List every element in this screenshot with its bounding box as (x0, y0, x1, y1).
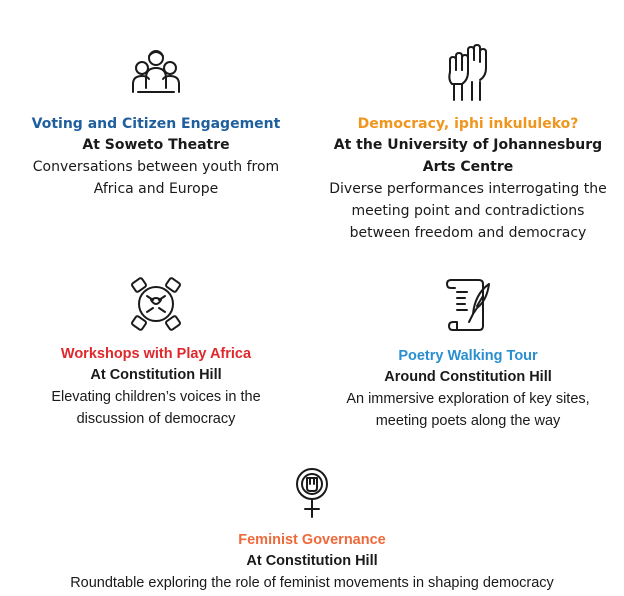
event-description: Roundtable exploring the role of feminist movements in shaping democracy (70, 575, 554, 591)
event-card-workshops (16, 276, 296, 430)
people-group-icon (128, 44, 184, 104)
event-title: Poetry Walking Tour (398, 348, 538, 364)
joined-hands-circle-icon (127, 276, 185, 332)
event-card-democracy (318, 44, 618, 244)
event-description: Elevating children’s voices in the discussion of democracy (51, 389, 261, 427)
event-title: Voting and Citizen Engagement (31, 116, 281, 132)
event-venue: At the University of Johannesburg Arts Centre (333, 137, 603, 175)
event-card-feminist (20, 466, 604, 594)
event-description: Conversations between youth from Africa and Europe (32, 159, 280, 197)
event-title: Workshops with Play Africa (60, 346, 252, 362)
event-card-poetry (318, 276, 618, 432)
event-title: Democracy, iphi inkululeko? (357, 116, 579, 132)
feminist-fist-icon (292, 466, 332, 522)
event-venue: At Constitution Hill (246, 553, 378, 569)
raised-hands-icon (444, 44, 492, 104)
event-title: Feminist Governance (238, 532, 386, 548)
event-venue: At Constitution Hill (90, 367, 222, 383)
event-description: An immersive exploration of key sites, meeting poets along the way (346, 391, 590, 429)
event-venue: At Soweto Theatre (82, 137, 230, 153)
event-card-voting (16, 44, 296, 200)
event-description: Diverse performances interrogating the meeting point and contradictions between freedom and democracy (329, 181, 607, 241)
event-venue: Around Constitution Hill (384, 369, 552, 385)
scroll-quill-icon (443, 276, 493, 334)
